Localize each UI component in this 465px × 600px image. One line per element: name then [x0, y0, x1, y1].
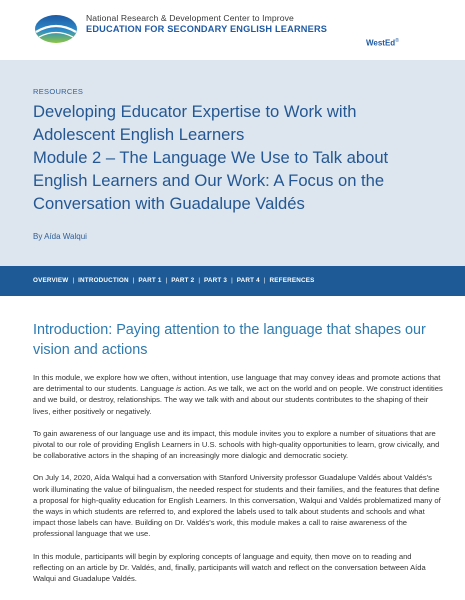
paragraph-text: In this module, we explore how we often, without intention, use language that may convey ideas and promote actions that are detrimental to our students. Language — [33, 373, 441, 394]
org-name-line1: National Research & Development Center to Improve — [86, 13, 294, 23]
title-line: Conversation with Guadalupe Valdés — [33, 194, 305, 213]
nav-overview[interactable]: OVERVIEW — [33, 277, 69, 284]
org-name-line2: EDUCATION FOR SECONDARY ENGLISH LEARNERS — [86, 24, 328, 34]
intro-paragraph-2: To gain awareness of our language use and its impact, this module invites you to explore a number of situations that are pivotal to our role of providing English Learners in U.S. schools with high-quality opportunities to learn, grow civically, and be collaborative actors in the shaping of an increasingly more dialogic and democratic society. — [33, 428, 440, 461]
paragraph-text: action. As we talk, we act on the world and on people. We construct identities and we build, or destroy, relationships. The way we talk with and about our students contributes to the shaping of their lives, either positively or negatively. — [33, 384, 443, 416]
nav-separator: | — [231, 277, 233, 284]
title-line: Module 2 – The Language We Use to Talk about — [33, 148, 389, 167]
hero-banner — [0, 60, 465, 266]
intro-paragraph-4: In this module, participants will begin by exploring concepts of language and equity, then move on to reading and reflecting on an article by Dr. Valdés, and, finally, participants will watch and reflect on the conversation between Aída Walqui and Guadalupe Valdés. — [33, 551, 426, 584]
author-byline: By Aída Walqui — [33, 232, 87, 241]
nav-separator: | — [132, 277, 135, 284]
nav-part-2[interactable]: PART 2 — [171, 277, 195, 284]
site-header — [0, 0, 465, 60]
nav-part-1[interactable]: PART 1 — [138, 277, 162, 284]
registered-mark-icon: ® — [395, 38, 399, 44]
emphasis-text: is — [176, 384, 182, 394]
main-content — [33, 320, 443, 595]
nav-separator: | — [165, 277, 168, 284]
title-line: English Learners and Our Work: A Focus on the — [33, 171, 385, 190]
title-line: Developing Educator Expertise to Work with — [33, 102, 357, 121]
wested-logo-text: WestEd — [366, 38, 396, 48]
nav-part-3[interactable]: PART 3 — [203, 277, 228, 284]
nav-introduction[interactable]: INTRODUCTION — [78, 277, 129, 284]
wested-logo[interactable] — [366, 38, 399, 48]
module-nav — [0, 266, 465, 296]
title-line: Adolescent English Learners — [33, 125, 245, 144]
page-title — [33, 100, 453, 215]
intro-paragraph-1 — [33, 372, 443, 417]
section-title: Introduction: Paying attention to the language that shapes our vision and actions — [33, 322, 426, 358]
eyebrow-label: RESOURCES — [33, 87, 84, 96]
intro-paragraph-3: On July 14, 2020, Aída Walqui had a conversation with Stanford University professor Guadalupe Valdés about Valdés's work illuminating the value of bilingualism, the needed respect for students and their families, and the features that define a proposal for high-quality education for English Learners. In this conversation, Walqui and Valdés problematized many of the ways in which students are referred to, and explored the labels used to talk about students and schools and what impact those labels can have. Building on Dr. Valdés's work, this module makes a call to raise awareness of the professional language that we use. — [33, 473, 441, 539]
nav-separator: | — [72, 277, 75, 284]
nav-separator: | — [198, 277, 200, 284]
nav-separator: | — [263, 277, 266, 284]
nav-references[interactable]: REFERENCES — [269, 277, 315, 284]
globe-arc-logo-icon[interactable] — [33, 12, 79, 44]
nav-part-4[interactable]: PART 4 — [236, 277, 260, 284]
